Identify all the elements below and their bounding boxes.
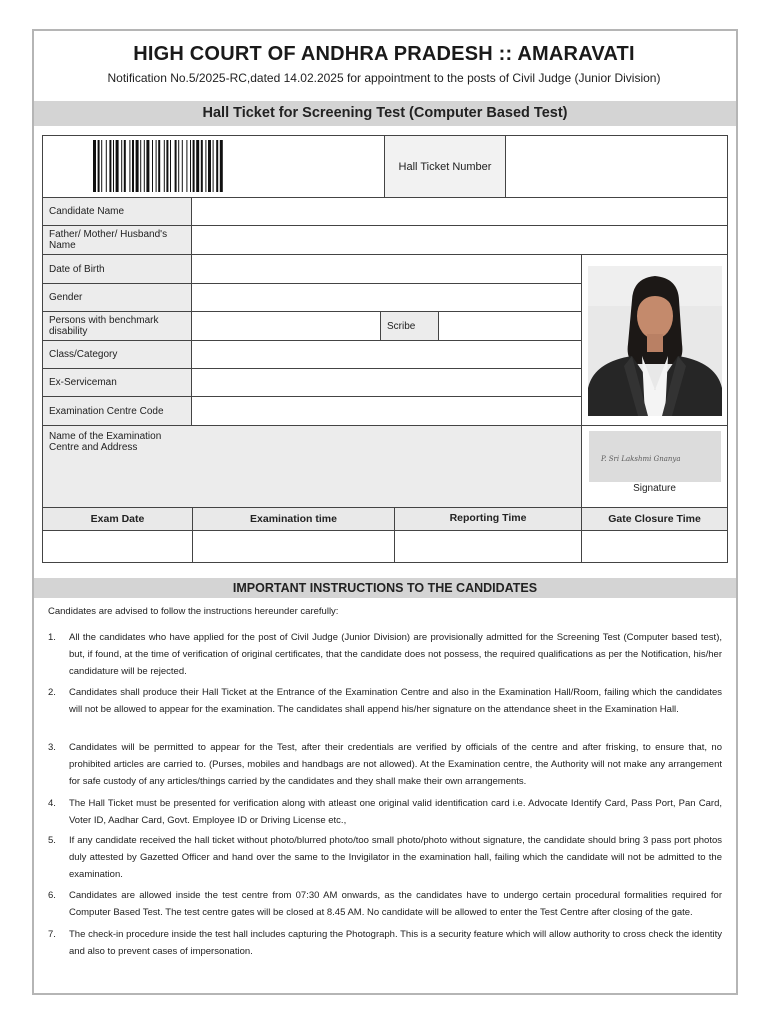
hall-ticket-heading: Hall Ticket for Screening Test (Computer Based Test) — [34, 101, 736, 126]
barcode-bar — [178, 140, 179, 192]
instruction-number: 7. — [48, 929, 56, 940]
signature-image — [589, 431, 721, 482]
barcode-bar — [170, 140, 171, 192]
barcode-bar — [136, 140, 139, 192]
category-value — [191, 340, 582, 369]
instruction-number: 2. — [48, 687, 56, 698]
barcode-bar — [220, 140, 223, 192]
instruction-text: Candidates are allowed inside the test centre from 07:30 AM onwards, as the candidates have to undergo certain procedural formalities required for Computer Based Test. The test centre gates will be closed at 8.45 AM. No candidate will be allowed to enter the Test Centre after closing of the gate. — [69, 890, 722, 918]
barcode-bar — [213, 140, 214, 192]
barcode-bar — [124, 140, 126, 192]
barcode-bar — [190, 140, 191, 192]
centre-address-label — [42, 425, 582, 508]
reporting-time-value — [394, 530, 582, 563]
barcode-bar — [182, 140, 183, 192]
signature-script: P. Sri Lakshmi Gnanya — [601, 455, 681, 463]
gate-closure-value — [581, 530, 728, 563]
barcode-bar — [156, 140, 157, 192]
candidate-photo — [588, 266, 722, 416]
barcode-bar — [98, 140, 100, 192]
instruction-item — [48, 684, 722, 718]
barcode-bar — [113, 140, 114, 192]
barcode-bar — [158, 140, 160, 192]
barcode-bar — [93, 140, 96, 192]
instruction-text: The Hall Ticket must be presented for verification along with atleast one original valid identification card i.e. Advocate Identify Card, Pass Port, Pan Card, Voter ID, Aadhar Card, Govt. Employee ID or Driving License etc., — [69, 798, 722, 826]
barcode-bar — [175, 140, 177, 192]
barcode-bar — [101, 140, 102, 192]
candidate-name-value — [191, 197, 728, 226]
guardian-name-value — [191, 225, 728, 255]
barcode-bar — [216, 140, 218, 192]
barcode-bar — [121, 140, 122, 192]
instruction-number: 3. — [48, 742, 56, 753]
instruction-number: 1. — [48, 632, 56, 643]
instruction-text: All the candidates who have applied for the post of Civil Judge (Junior Division) are provisionally admitted for the Screening Test (Computer based test), but, if found, at the time of verification of original certificates, that the candidate does not possess, the required qualifications as per the Notification, his/her candidature will be rejected. — [69, 632, 722, 677]
gender-value — [191, 283, 582, 312]
barcode-bar — [208, 140, 211, 192]
scribe-value — [438, 311, 582, 341]
candidate-name-label: Candidate Name — [42, 197, 192, 226]
category-label: Class/Category — [42, 340, 192, 369]
barcode-bar — [186, 140, 187, 192]
exam-time-header: Examination time — [192, 507, 395, 531]
barcode-bar — [166, 140, 168, 192]
pwbd-value — [191, 311, 381, 341]
instruction-item — [48, 887, 722, 921]
dob-value — [191, 254, 582, 284]
instruction-text: Candidates shall produce their Hall Ticket at the Entrance of the Examination Centre and also in the Examination Hall/Room, failing which the candidates will not be allowed to appear for the examination. The candidates shall append his/her signature on the attendance sheet in the Examination Hall. — [69, 687, 722, 715]
barcode-bar — [106, 140, 107, 192]
ex-serviceman-label: Ex-Serviceman — [42, 368, 192, 397]
notification-line: Notification No.5/2025-RC,dated 14.02.2025 for appointment to the posts of Civil Judge (Junior Division) — [107, 71, 661, 85]
barcode — [93, 140, 319, 192]
instruction-number: 6. — [48, 890, 56, 901]
reporting-time-header: Reporting Time — [394, 507, 582, 531]
exam-date-header: Exam Date — [42, 507, 193, 531]
court-title: HIGH COURT OF ANDHRA PRADESH :: AMARAVATI — [133, 43, 635, 65]
barcode-bar — [129, 140, 130, 192]
centre-code-label: Examination Centre Code — [42, 396, 192, 426]
exam-time-value — [192, 530, 395, 563]
guardian-name-label: Father/ Mother/ Husband's Name — [42, 225, 192, 255]
gate-closure-header: Gate Closure Time — [581, 507, 728, 531]
exam-date-value — [42, 530, 193, 563]
pwbd-label: Persons with benchmark disability — [42, 311, 192, 341]
gender-label: Gender — [42, 283, 192, 312]
dob-label: Date of Birth — [42, 254, 192, 284]
centre-code-value — [191, 396, 582, 426]
barcode-bar — [144, 140, 145, 192]
barcode-bar — [132, 140, 134, 192]
instructions-heading: IMPORTANT INSTRUCTIONS TO THE CANDIDATES — [34, 578, 736, 598]
instruction-text: If any candidate received the hall ticket without photo/blurred photo/too small photo/photo without signature, the candidate should bring 3 pass port photos duly attested by Gazetted Officer and hand over the same to the Invigilator in the examination hall, failing which the candidate will not be admitted to the examination. — [69, 835, 722, 880]
barcode-bar — [205, 140, 206, 192]
instruction-text: Candidates will be permitted to appear for the Test, after their credentials are verified by officials of the centre and after frisking, to ensure that, no prohibited articles are carried to. (Purses, mobiles and handbags are not allowed). At the Examination centre, the Authority will not make any arrangement for safe custody of any articles/things carried by the candidates and they shall make their own arrangements. — [69, 742, 722, 787]
barcode-bar — [109, 140, 111, 192]
instructions-intro: Candidates are advised to follow the instructions hereunder carefully: — [48, 606, 339, 617]
barcode-bar — [140, 140, 141, 192]
barcode-bar — [152, 140, 153, 192]
instruction-number: 4. — [48, 798, 56, 809]
hall-ticket-number-label: Hall Ticket Number — [384, 135, 506, 198]
centre-address-label-text: Name of the Examination Centre and Address — [49, 431, 162, 453]
ex-serviceman-value — [191, 368, 582, 397]
instruction-item — [48, 832, 722, 883]
barcode-bar — [201, 140, 203, 192]
instruction-text: The check-in procedure inside the test hall includes capturing the Photograph. This is a security feature which will allow authority to cross check the identity and also to prevent cases of impersonation. — [69, 929, 722, 957]
barcode-bar — [196, 140, 199, 192]
instruction-item — [48, 629, 722, 680]
instruction-item — [48, 926, 722, 960]
barcode-bar — [193, 140, 195, 192]
signature-label: Signature — [633, 483, 676, 494]
scribe-label: Scribe — [380, 311, 439, 341]
instruction-item — [48, 739, 722, 790]
hall-ticket-number-value — [505, 135, 728, 198]
instruction-number: 5. — [48, 835, 56, 846]
instruction-item — [48, 795, 722, 829]
barcode-bar — [116, 140, 119, 192]
barcode-bar — [164, 140, 165, 192]
barcode-bar — [146, 140, 149, 192]
